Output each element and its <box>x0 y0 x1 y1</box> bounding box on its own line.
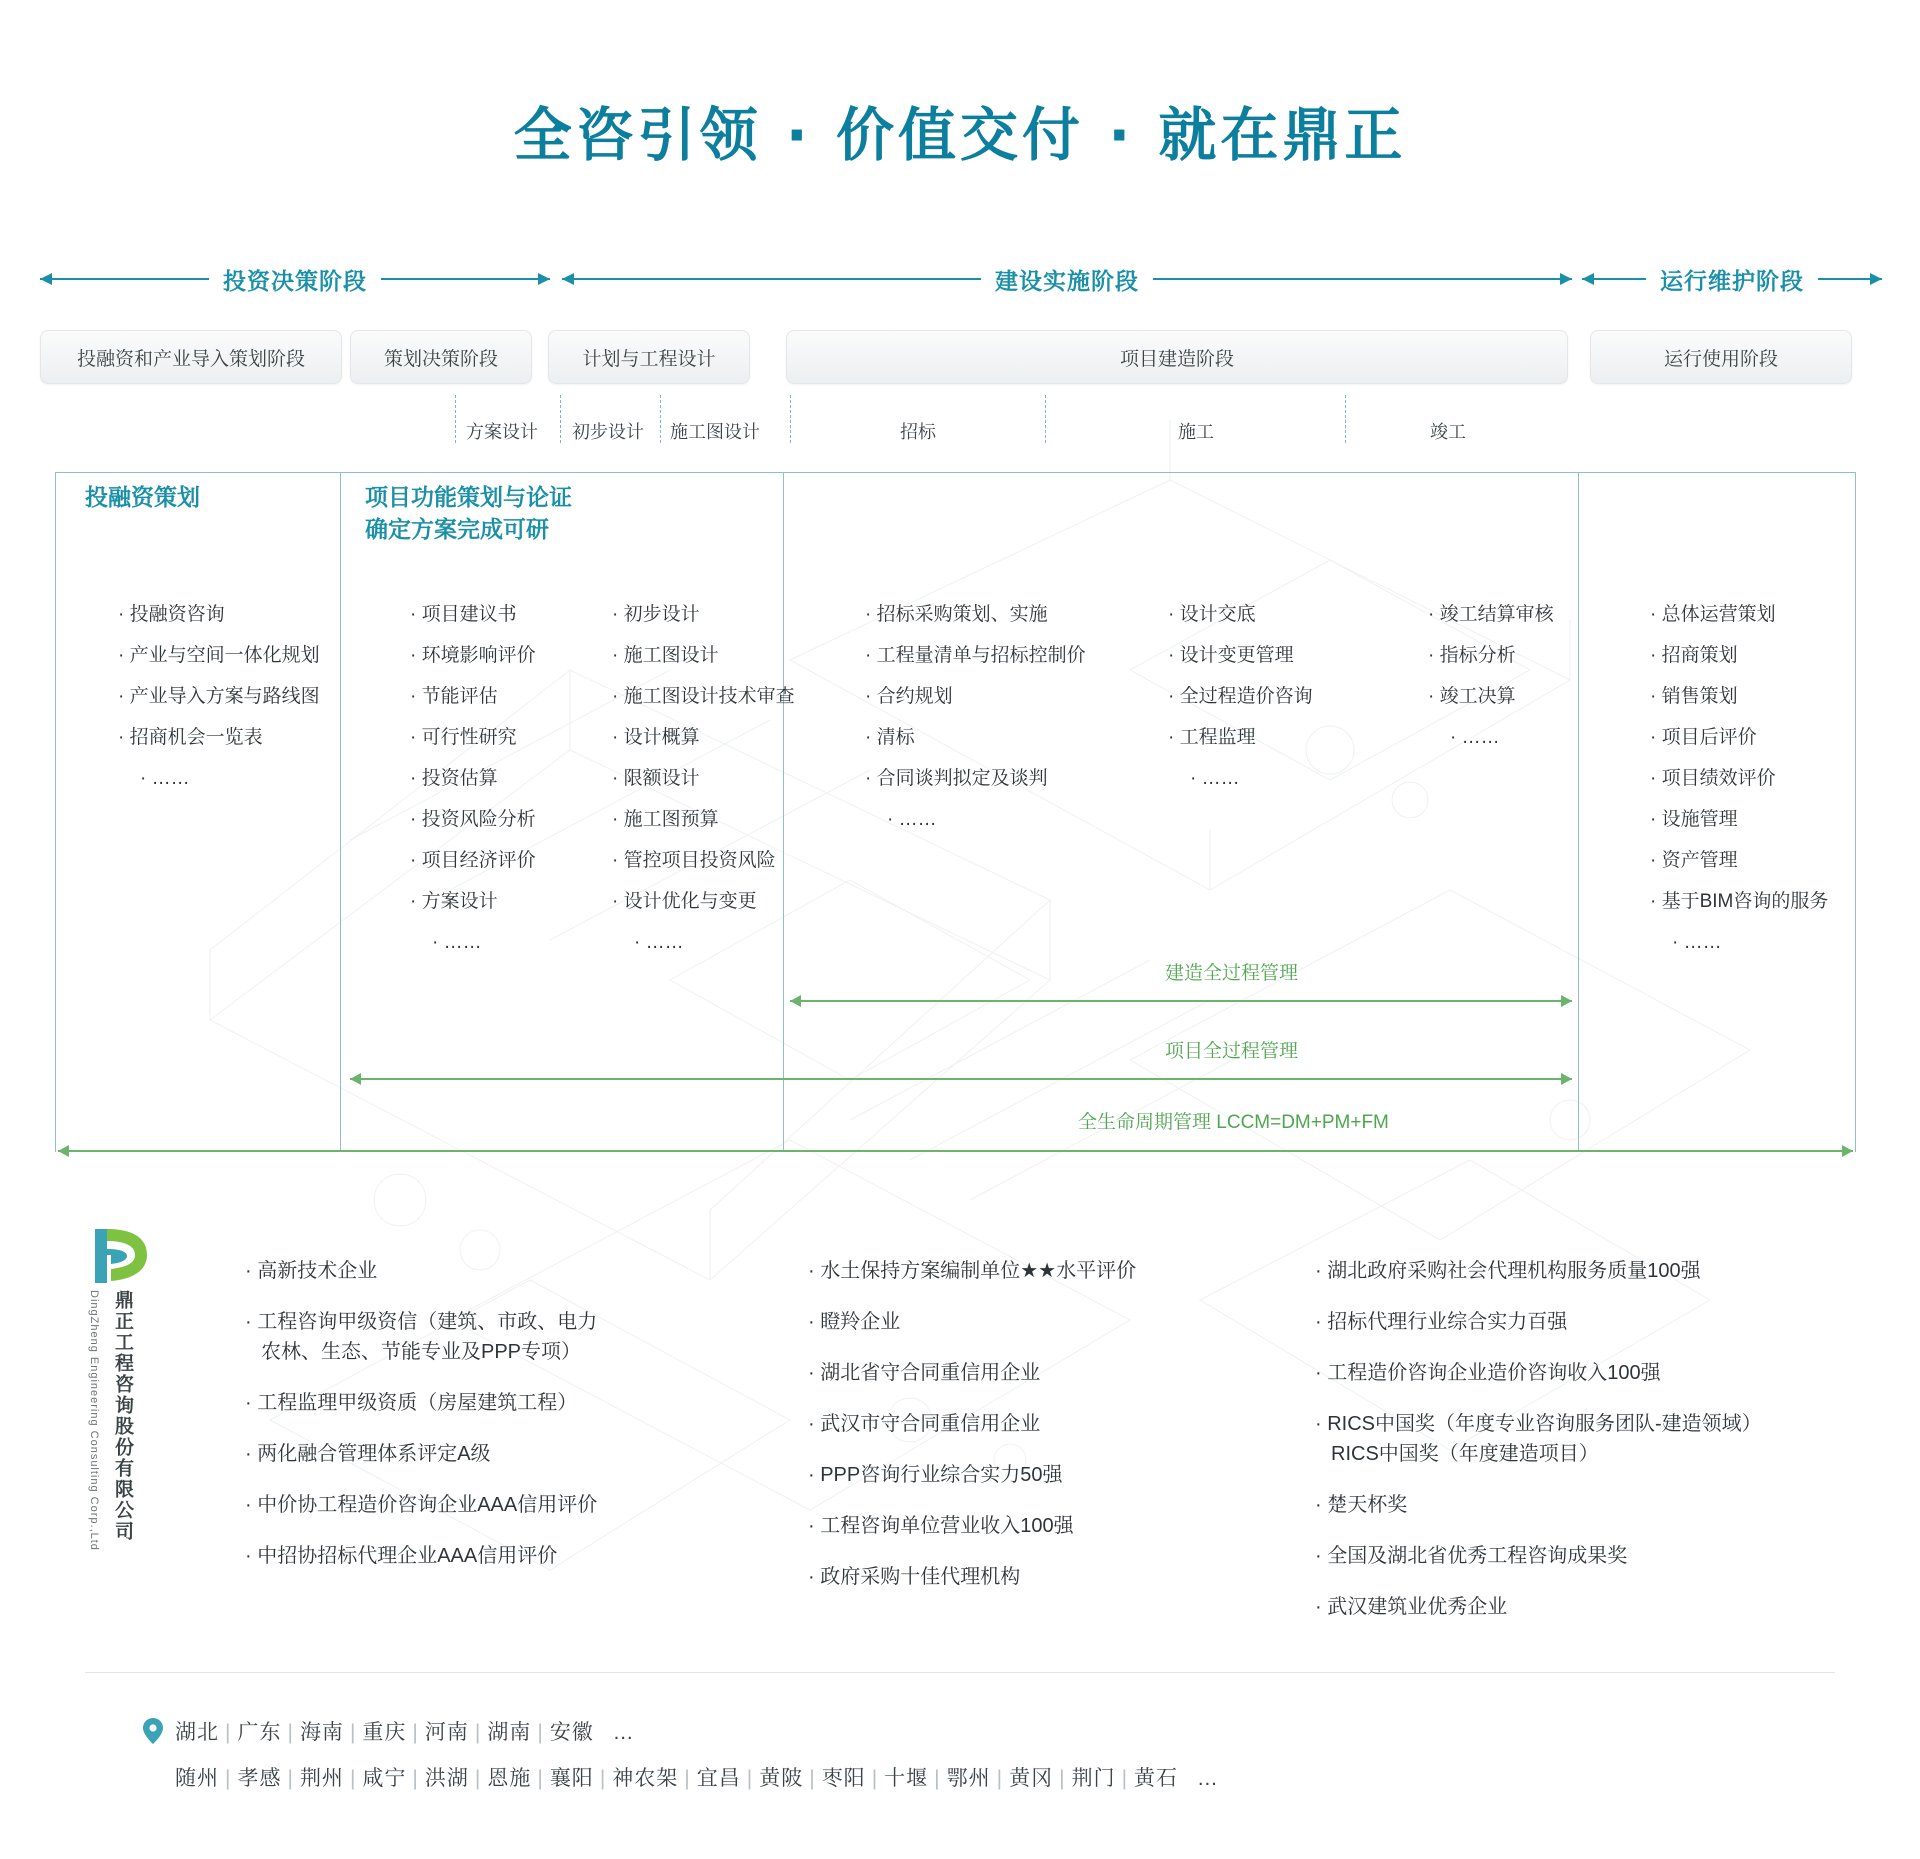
footer-city: 鄂州 <box>946 1767 991 1790</box>
page-title: 全咨引领 · 价值交付 · 就在鼎正 <box>513 101 1407 169</box>
list-item: · 资产管理 <box>1650 840 1828 881</box>
list-item-ellipsis: · …… <box>865 799 1086 840</box>
stage-label: 策划决策阶段 <box>383 348 498 370</box>
stage-box-build[interactable] <box>786 330 1568 384</box>
list-item: · 设计交底 <box>1168 594 1313 635</box>
phase-label: 建设实施阶段 <box>995 268 1139 295</box>
phase-label: 投资决策阶段 <box>223 268 367 295</box>
list-item: · 工程监理 <box>1168 717 1313 758</box>
list-item: · 项目后评价 <box>1650 717 1828 758</box>
list-item: · 项目经济评价 <box>410 840 536 881</box>
list-item: · 销售策划 <box>1650 676 1828 717</box>
list-item: · 施工图预算 <box>612 799 795 840</box>
company-name-cn: 鼎正工程咨询股份有限公司 <box>112 1290 134 1542</box>
list-item: · 限额设计 <box>612 758 795 799</box>
stage-box-operate[interactable] <box>1590 330 1852 384</box>
substage-construction: 施工 <box>1178 422 1214 442</box>
credential-item: · 武汉建筑业优秀企业 <box>1315 1592 1762 1622</box>
logo-icon <box>85 1225 155 1287</box>
span-label-construction-management: 建造全过程管理 <box>1165 963 1299 984</box>
list-item: · 设施管理 <box>1650 799 1828 840</box>
phase-arrow-operation <box>1582 262 1882 296</box>
stage-label: 运行使用阶段 <box>1663 348 1778 370</box>
footer-city: 十堰 <box>884 1767 929 1790</box>
column-title-function-planning <box>365 482 572 546</box>
stage-box-design[interactable] <box>548 330 750 384</box>
dash-divider <box>455 395 456 443</box>
dash-divider <box>1045 395 1046 443</box>
panel-rule-col1 <box>340 472 341 1152</box>
list-item: · 节能评估 <box>410 676 536 717</box>
substage-construction-drawing: 施工图设计 <box>670 422 760 442</box>
footer-city: 孝感 <box>237 1767 282 1790</box>
list-construction <box>1128 594 1313 799</box>
span-label-project-management: 项目全过程管理 <box>1165 1041 1299 1062</box>
list-item: · 产业导入方案与路线图 <box>118 676 320 717</box>
span-label-lifecycle-management: 全生命周期管理 LCCM=DM+PM+FM <box>1078 1112 1389 1133</box>
list-completion <box>1388 594 1554 758</box>
list-item-ellipsis: · …… <box>410 922 536 963</box>
credentials-column-3 <box>1275 1256 1762 1643</box>
panel-top-rule <box>55 472 1855 473</box>
stage-box-planning[interactable] <box>350 330 532 384</box>
stage-label: 计划与工程设计 <box>582 348 716 370</box>
footer-city: 黄冈 <box>1009 1767 1054 1790</box>
phase-arrow-investment <box>40 262 550 296</box>
column-title-line2: 确定方案完成可研 <box>365 517 549 543</box>
credential-item: · 两化融合管理体系评定A级 <box>245 1439 597 1469</box>
credential-item: · 中价协工程造价咨询企业AAA信用评价 <box>245 1490 597 1520</box>
list-item-ellipsis: · …… <box>1168 758 1313 799</box>
phase-label: 运行维护阶段 <box>1660 268 1804 295</box>
footer-city: 荆门 <box>1071 1767 1116 1790</box>
footer-city-more: … <box>1196 1767 1219 1790</box>
arrow-line-left <box>562 278 981 280</box>
footer-province: 海南 <box>299 1721 344 1744</box>
credential-item: · 水土保持方案编制单位★★水平评价 <box>808 1256 1136 1286</box>
list-item: · 设计概算 <box>612 717 795 758</box>
credential-item: · 工程监理甲级资质（房屋建筑工程） <box>245 1388 597 1418</box>
column-title-financing: 投融资策划 <box>85 485 200 511</box>
footer-city: 黄陂 <box>759 1767 804 1790</box>
list-item: · 合同谈判拟定及谈判 <box>865 758 1086 799</box>
credential-item: · PPP咨询行业综合实力50强 <box>808 1460 1136 1490</box>
list-item-ellipsis: · …… <box>1650 922 1828 963</box>
list-item: · 招商机会一览表 <box>118 717 320 758</box>
footer-locations <box>175 1710 1219 1802</box>
location-pin-icon <box>143 1718 163 1744</box>
panel-rule-left <box>55 472 56 1152</box>
stage-label: 项目建造阶段 <box>1119 348 1234 370</box>
footer-cities-row: 随州 | 孝感 | 荆州 | 咸宁 | 洪湖 | 恩施 | 襄阳 | 神农架 | 宜昌 | 黄陂 | 枣阳 | 十堰 | 鄂州 | 黄冈 | 荆门 | 黄石 … <box>175 1767 1219 1790</box>
list-item: · 竣工结算审核 <box>1428 594 1554 635</box>
list-item: · 可行性研究 <box>410 717 536 758</box>
arrow-line-right <box>1153 278 1572 280</box>
list-item: · 基于BIM咨询的服务 <box>1650 881 1828 922</box>
footer-province: 河南 <box>424 1721 469 1744</box>
arrow-line-right <box>1818 278 1882 280</box>
list-item-ellipsis: · …… <box>118 758 320 799</box>
footer-city: 荆州 <box>299 1767 344 1790</box>
credential-item: · 政府采购十佳代理机构 <box>808 1562 1136 1592</box>
substage-preliminary-design: 初步设计 <box>572 422 644 442</box>
footer-province-more: … <box>612 1721 635 1744</box>
footer-city: 恩施 <box>487 1767 532 1790</box>
credential-item: · 工程咨询单位营业收入100强 <box>808 1511 1136 1541</box>
stage-box-financing[interactable] <box>40 330 342 384</box>
footer-city: 随州 <box>175 1767 219 1790</box>
list-bidding <box>825 594 1086 840</box>
list-item: · 竣工决算 <box>1428 676 1554 717</box>
dash-divider <box>1345 395 1346 443</box>
dash-divider <box>560 395 561 443</box>
credential-item: · RICS中国奖（年度专业咨询服务团队-建造领域） RICS中国奖（年度建造项目） <box>1315 1409 1762 1469</box>
footer-divider <box>85 1672 1835 1673</box>
list-function-planning <box>370 594 536 963</box>
list-item: · 清标 <box>865 717 1086 758</box>
span-arrow-construction-management <box>790 1000 1572 1002</box>
credential-item: · 武汉市守合同重信用企业 <box>808 1409 1136 1439</box>
list-engineering-design <box>572 594 795 963</box>
substage-completion: 竣工 <box>1430 422 1466 442</box>
company-name-en: DingZheng Engineering Consulting Corp.,Ltd <box>88 1290 100 1551</box>
credential-item: · 工程咨询甲级资信（建筑、市政、电力 农林、生态、节能专业及PPP专项） <box>245 1307 597 1367</box>
list-item: · 合约规划 <box>865 676 1086 717</box>
list-item: · 初步设计 <box>612 594 795 635</box>
list-item: · 招商策划 <box>1650 635 1828 676</box>
credential-item: · 湖北政府采购社会代理机构服务质量100强 <box>1315 1256 1762 1286</box>
list-item: · 设计变更管理 <box>1168 635 1313 676</box>
list-item: · 项目建议书 <box>410 594 536 635</box>
panel-rule-col6 <box>1578 472 1579 1152</box>
list-item: · 产业与空间一体化规划 <box>118 635 320 676</box>
footer-city: 宜昌 <box>696 1767 741 1790</box>
list-item: · 项目绩效评价 <box>1650 758 1828 799</box>
credentials-column-2 <box>768 1256 1136 1613</box>
footer-city: 神农架 <box>612 1767 679 1790</box>
list-item: · 施工图设计技术审查 <box>612 676 795 717</box>
list-operation <box>1610 594 1828 963</box>
column-title-line1: 项目功能策划与论证 <box>365 485 572 511</box>
phase-arrow-construction <box>562 262 1572 296</box>
footer-city: 枣阳 <box>821 1767 866 1790</box>
list-item: · 指标分析 <box>1428 635 1554 676</box>
credential-item: · 楚天杯奖 <box>1315 1490 1762 1520</box>
footer-provinces-row: 湖北 | 广东 | 海南 | 重庆 | 河南 | 湖南 | 安徽 … <box>175 1721 635 1744</box>
footer-city: 洪湖 <box>424 1767 469 1790</box>
arrow-line-left <box>1582 278 1646 280</box>
credentials-column-1 <box>205 1256 597 1592</box>
credential-item: · 招标代理行业综合实力百强 <box>1315 1307 1762 1337</box>
list-item: · 投资估算 <box>410 758 536 799</box>
footer-province: 湖北 <box>175 1721 219 1744</box>
credential-item: · 高新技术企业 <box>245 1256 597 1286</box>
list-item-ellipsis: · …… <box>612 922 795 963</box>
substage-bidding: 招标 <box>900 422 936 442</box>
list-item: · 总体运营策划 <box>1650 594 1828 635</box>
credential-item: · 瞪羚企业 <box>808 1307 1136 1337</box>
list-item-ellipsis: · …… <box>1428 717 1554 758</box>
span-arrow-project-management <box>350 1078 1572 1080</box>
footer-province: 湖南 <box>487 1721 532 1744</box>
list-item: · 投融资咨询 <box>118 594 320 635</box>
arrow-line-left <box>40 278 209 280</box>
footer-city: 黄石 <box>1134 1767 1179 1790</box>
company-logo <box>85 1225 155 1292</box>
credential-item: · 工程造价咨询企业造价咨询收入100强 <box>1315 1358 1762 1388</box>
list-item: · 招标采购策划、实施 <box>865 594 1086 635</box>
list-item: · 方案设计 <box>410 881 536 922</box>
credential-item: · 全国及湖北省优秀工程咨询成果奖 <box>1315 1541 1762 1571</box>
list-item: · 施工图设计 <box>612 635 795 676</box>
footer-province: 安徽 <box>549 1721 594 1744</box>
list-item: · 环境影响评价 <box>410 635 536 676</box>
list-item: · 投资风险分析 <box>410 799 536 840</box>
panel-rule-right <box>1855 472 1856 1152</box>
phase-arrows-row <box>0 262 1920 302</box>
footer-province: 重庆 <box>362 1721 407 1744</box>
stage-label: 投融资和产业导入策划阶段 <box>76 348 305 370</box>
substage-scheme-design: 方案设计 <box>466 422 538 442</box>
list-item: · 全过程造价咨询 <box>1168 676 1313 717</box>
list-item: · 设计优化与变更 <box>612 881 795 922</box>
dash-divider <box>660 395 661 443</box>
list-item: · 管控项目投资风险 <box>612 840 795 881</box>
arrow-line-right <box>381 278 550 280</box>
span-arrow-lifecycle-management <box>58 1150 1853 1152</box>
dash-divider <box>790 395 791 443</box>
list-financing-planning <box>78 594 320 799</box>
credential-item: · 湖北省守合同重信用企业 <box>808 1358 1136 1388</box>
footer-city: 襄阳 <box>549 1767 594 1790</box>
credential-item: · 中招协招标代理企业AAA信用评价 <box>245 1541 597 1571</box>
footer-province: 广东 <box>237 1721 282 1744</box>
footer-city: 咸宁 <box>362 1767 407 1790</box>
list-item: · 工程量清单与招标控制价 <box>865 635 1086 676</box>
